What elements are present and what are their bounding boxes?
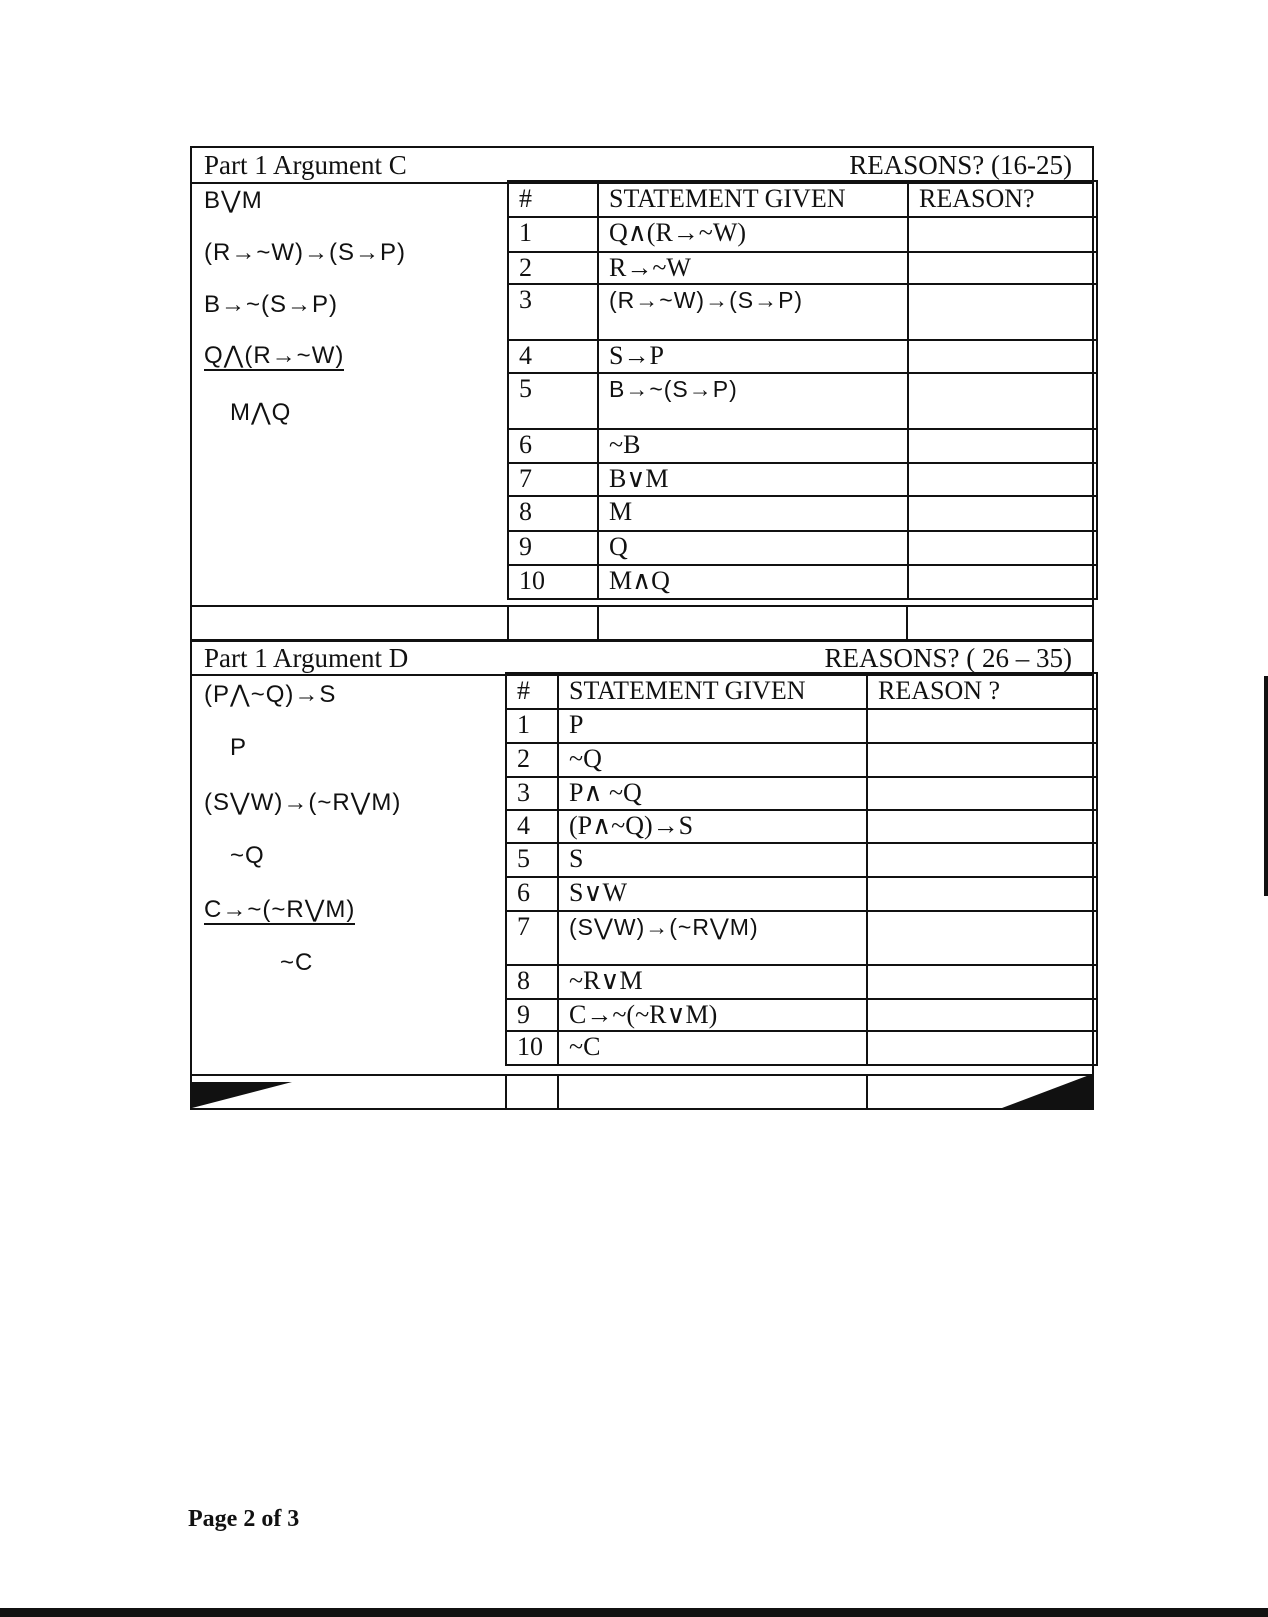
answer-cell[interactable] — [906, 607, 908, 639]
reason-cell[interactable] — [867, 1031, 1097, 1065]
reason-cell[interactable] — [867, 965, 1097, 999]
table-row — [506, 911, 1097, 965]
reason-cell[interactable] — [908, 217, 1097, 252]
reason-cell[interactable] — [867, 877, 1097, 911]
premise-d-2: P — [230, 734, 248, 761]
reason-cell[interactable] — [867, 911, 1097, 965]
scan-edge-mark — [1264, 676, 1268, 896]
premise-d-3: (S⋁W)→(~R⋁M) — [204, 789, 402, 816]
row-number: 5 — [506, 843, 558, 877]
table-row — [506, 999, 1097, 1031]
row-statement: ~C — [558, 1031, 867, 1065]
table-row — [508, 531, 1097, 565]
row-number: 2 — [506, 743, 558, 777]
reason-cell[interactable] — [867, 743, 1097, 777]
row-statement: ~Q — [558, 743, 867, 777]
row-statement: M∧Q — [598, 565, 908, 599]
argument-c-reasons-label: REASONS? (16-25) — [849, 150, 1072, 180]
table-row — [508, 496, 1097, 531]
row-statement: P — [558, 709, 867, 743]
row-number: 4 — [506, 810, 558, 843]
row-statement: P∧ ~Q — [558, 777, 867, 810]
row-number: 7 — [508, 463, 598, 496]
row-statement: B→~(S→P) — [598, 373, 908, 429]
reason-cell[interactable] — [867, 843, 1097, 877]
scan-smudge — [192, 1082, 292, 1108]
reason-cell[interactable] — [908, 340, 1097, 373]
table-row — [506, 810, 1097, 843]
argument-c-section — [190, 146, 1094, 641]
scan-smudge — [1002, 1074, 1092, 1108]
argument-d-header — [192, 642, 1092, 676]
table-row — [506, 965, 1097, 999]
column-header-reason: REASON? — [908, 181, 1097, 217]
premise-c-3: B→~(S→P) — [204, 291, 339, 318]
reason-cell[interactable] — [867, 777, 1097, 810]
table-row — [508, 463, 1097, 496]
conclusion-d: ~C — [280, 949, 314, 976]
reason-cell[interactable] — [908, 429, 1097, 463]
table-row — [506, 1031, 1097, 1065]
reason-cell[interactable] — [908, 565, 1097, 599]
row-number: 3 — [506, 777, 558, 810]
table-row — [508, 252, 1097, 284]
table-row — [508, 340, 1097, 373]
table-row — [508, 284, 1097, 340]
column-header-number: # — [508, 181, 598, 217]
table-row — [508, 217, 1097, 252]
row-number: 7 — [506, 911, 558, 965]
table-row — [508, 565, 1097, 599]
row-statement: ~R∨M — [558, 965, 867, 999]
row-number: 9 — [508, 531, 598, 565]
answer-cell[interactable] — [505, 1076, 507, 1108]
row-statement: R→~W — [598, 252, 908, 284]
row-statement: C→~(~R∨M) — [558, 999, 867, 1031]
proof-table-d — [505, 672, 1098, 1066]
page-number: Page 2 of 3 — [188, 1506, 300, 1532]
reason-cell[interactable] — [908, 531, 1097, 565]
row-statement: (R→~W)→(S→P) — [598, 284, 908, 340]
row-statement: ~B — [598, 429, 908, 463]
column-header-number: # — [506, 673, 558, 709]
row-statement: Q — [598, 531, 908, 565]
row-statement: S∨W — [558, 877, 867, 911]
argument-d-reasons-label: REASONS? ( 26 – 35) — [824, 643, 1072, 673]
row-number: 4 — [508, 340, 598, 373]
table-row — [506, 743, 1097, 777]
reason-cell[interactable] — [908, 463, 1097, 496]
row-number: 6 — [506, 877, 558, 911]
argument-d-section — [190, 640, 1094, 1110]
reason-cell[interactable] — [908, 496, 1097, 531]
row-number: 8 — [506, 965, 558, 999]
argument-c-title: Part 1 Argument C — [204, 150, 407, 180]
premise-d-4: ~Q — [230, 842, 265, 869]
argument-d-title: Part 1 Argument D — [204, 643, 409, 673]
premise-c-1: B⋁M — [204, 187, 263, 214]
column-header-reason: REASON ? — [867, 673, 1097, 709]
row-number: 9 — [506, 999, 558, 1031]
table-row — [506, 709, 1097, 743]
premise-c-2: (R→~W)→(S→P) — [204, 239, 406, 266]
conclusion-c: M⋀Q — [230, 399, 292, 426]
reason-cell[interactable] — [867, 999, 1097, 1031]
table-row — [506, 777, 1097, 810]
column-header-statement: STATEMENT GIVEN — [558, 673, 867, 709]
table-row — [508, 373, 1097, 429]
table-row — [508, 429, 1097, 463]
row-statement: (P∧~Q)→S — [558, 810, 867, 843]
table-row — [506, 877, 1097, 911]
premise-c-4: Q⋀(R→~W) — [204, 342, 345, 369]
row-number: 10 — [508, 565, 598, 599]
proof-table-c — [507, 180, 1098, 600]
row-number: 1 — [506, 709, 558, 743]
row-number: 5 — [508, 373, 598, 429]
reason-cell[interactable] — [867, 810, 1097, 843]
row-statement: S — [558, 843, 867, 877]
reason-cell[interactable] — [908, 373, 1097, 429]
row-number: 3 — [508, 284, 598, 340]
row-statement: M — [598, 496, 908, 531]
row-statement: Q∧(R→~W) — [598, 217, 908, 252]
reason-cell[interactable] — [908, 252, 1097, 284]
table-row — [506, 843, 1097, 877]
row-statement: (S⋁W)→(~R⋁M) — [558, 911, 867, 965]
column-header-statement: STATEMENT GIVEN — [598, 181, 908, 217]
row-number: 6 — [508, 429, 598, 463]
argument-c-header — [192, 148, 1092, 184]
answer-cell[interactable] — [557, 1076, 559, 1108]
row-number: 10 — [506, 1031, 558, 1065]
answer-cell[interactable] — [507, 607, 509, 639]
premise-d-5: C→~(~R⋁M) — [204, 896, 356, 923]
argument-c-answer-row — [192, 605, 1092, 639]
answer-cell[interactable] — [866, 1076, 868, 1108]
answer-cell[interactable] — [597, 607, 599, 639]
row-statement: B∨M — [598, 463, 908, 496]
reason-cell[interactable] — [867, 709, 1097, 743]
row-statement: S→P — [598, 340, 908, 373]
row-number: 8 — [508, 496, 598, 531]
row-number: 2 — [508, 252, 598, 284]
reason-cell[interactable] — [908, 284, 1097, 340]
scan-bottom-border — [0, 1608, 1268, 1617]
premise-d-1: (P⋀~Q)→S — [204, 681, 337, 708]
row-number: 1 — [508, 217, 598, 252]
argument-d-answer-row — [192, 1074, 1092, 1108]
